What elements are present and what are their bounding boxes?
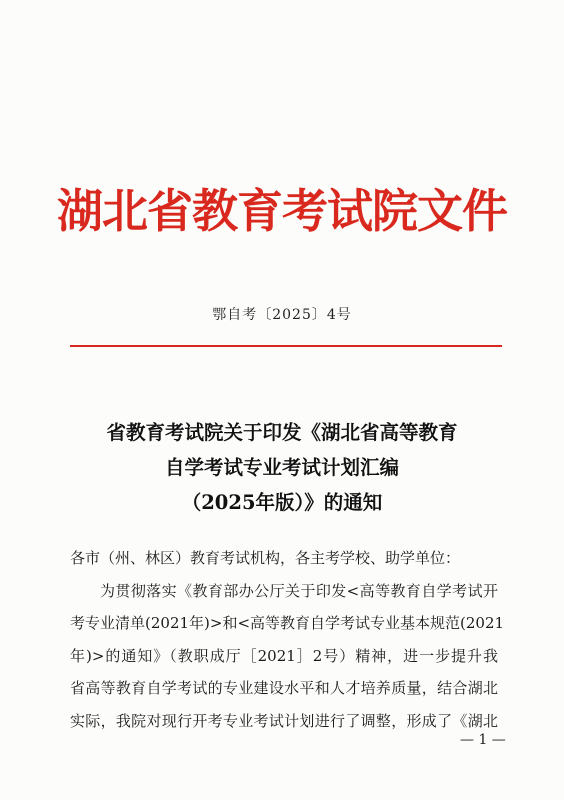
- body-text-line: 省高等教育自学考试的专业建设水平和人才培养质量，结合湖北: [70, 679, 498, 697]
- body-text-line: 为贯彻落实《教育部办公厅关于印发<高等教育自学考试开: [100, 581, 498, 600]
- document-title-line: 省教育考试院关于印发《湖北省高等教育: [106, 421, 458, 444]
- document-body: [70, 542, 505, 737]
- document-title: [40, 415, 524, 520]
- body-text-line: 实际，我院对现行开考专业考试计划进行了调整，形成了《湖北: [70, 711, 498, 730]
- document-number: 鄂自考〔2025〕4号: [212, 307, 352, 323]
- page-number: — 1 —: [460, 732, 506, 748]
- body-text-line: 考专业清单(2021年)>和<高等教育自学考试专业基本规范(2021: [70, 614, 505, 632]
- body-text-line: 年)>的通知》（教职成厅［2021］2号）精神，进一步提升我: [70, 646, 498, 665]
- document-title-line: 自学考试专业考试计划汇编: [164, 456, 399, 479]
- issuing-authority-header: 湖北省教育考试院文件: [57, 184, 507, 238]
- addressee-line: 各市（州、林区）教育考试机构，各主考学校、助学单位：: [70, 549, 461, 567]
- document-title-line: （2025年版）》的通知: [181, 491, 383, 514]
- red-divider-line: [70, 345, 502, 347]
